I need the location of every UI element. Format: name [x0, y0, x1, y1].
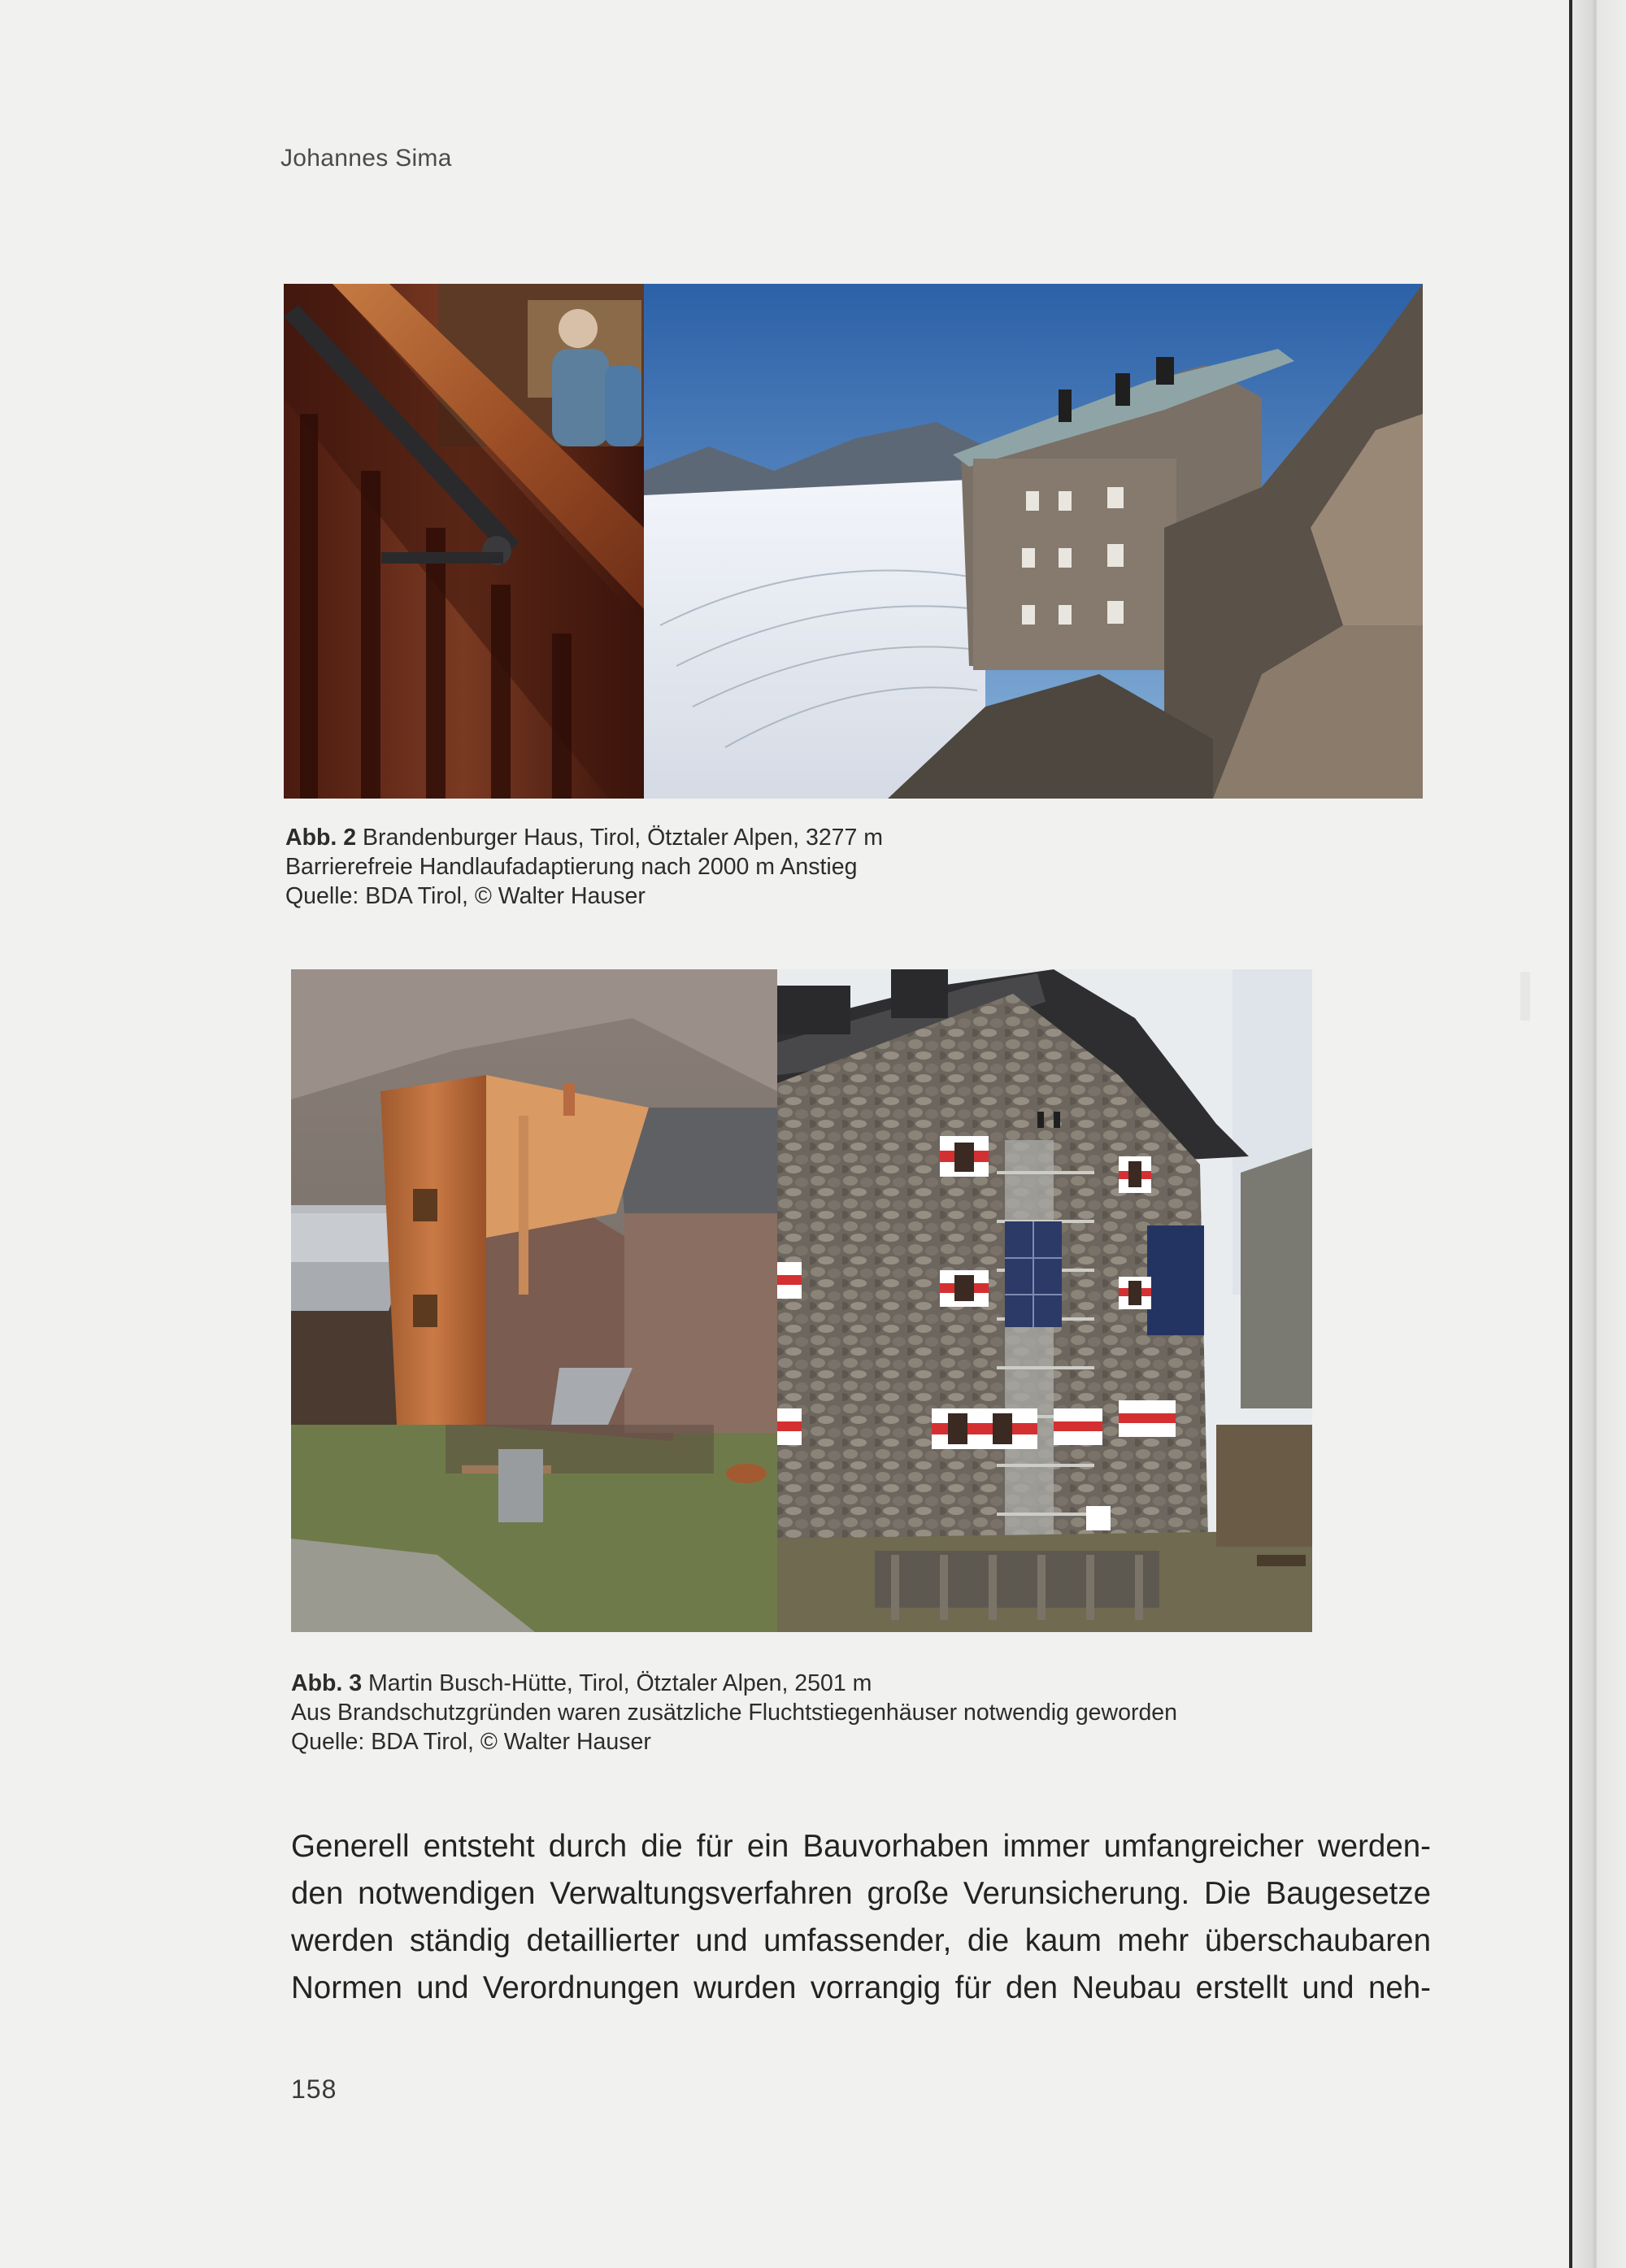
figure2-label: Abb. 2 [285, 825, 357, 851]
figure2-photo-brandenburger-haus [644, 284, 1423, 799]
figure3-photo-martin-busch-huette [777, 969, 1312, 1632]
figure2-title: Brandenburger Haus, Tirol, Ötztaler Alpen, 3277 m [363, 825, 884, 851]
figure3-subtitle: Aus Brandschutzgründen waren zusätzliche Fluchtstiegenhäuser notwendig geworden [291, 1700, 1177, 1726]
body-paragraph [291, 1823, 1431, 2012]
figure2-caption-title-line [285, 823, 883, 852]
page-number: 158 [291, 2074, 337, 2104]
figure3-label: Abb. 3 [291, 1670, 363, 1696]
figure2-photo-handrail [284, 284, 644, 799]
body-line: Generell entsteht durch die für ein Bauvorhaben immer umfangreicher werden- [291, 1829, 1431, 1864]
body-line: Normen und Verordnungen wurden vorrangig für den Neubau erstellt und neh- [291, 1970, 1431, 2005]
figure2-subtitle: Barrierefreie Handlaufadaptierung nach 2000 m Anstieg [285, 854, 858, 880]
figure2-source: Quelle: BDA Tirol, © Walter Hauser [285, 883, 646, 909]
figure2-caption [285, 823, 883, 911]
figure3-title: Martin Busch-Hütte, Tirol, Ötztaler Alpen, 2501 m [368, 1670, 872, 1696]
page-edge-line [1569, 0, 1572, 2268]
figure3-caption [291, 1669, 1177, 1757]
figure3-source: Quelle: BDA Tirol, © Walter Hauser [291, 1729, 651, 1755]
body-line: den notwendigen Verwaltungsverfahren große Verunsicherung. Die Baugesetze [291, 1876, 1431, 1911]
figure3-caption-title-line [291, 1669, 1177, 1698]
body-line: werden ständig detaillierter und umfassender, die kaum mehr überschaubaren [291, 1923, 1431, 1958]
figure3-photo-copper-tower [291, 969, 777, 1632]
show-through-mark [1520, 972, 1530, 1021]
solar-panel [1147, 1225, 1204, 1335]
page-gutter-shadow [1569, 0, 1626, 2268]
running-head: Johannes Sima [280, 145, 452, 172]
